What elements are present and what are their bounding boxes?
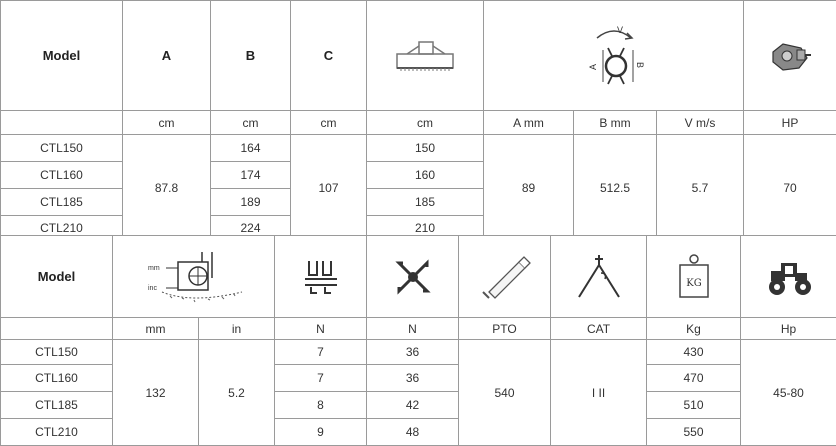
value-mm: 132 (113, 340, 199, 446)
unit-c: cm (291, 111, 367, 135)
value-width: 160 (367, 162, 484, 189)
unit-v: V m/s (657, 111, 744, 135)
unit-in: in (199, 318, 275, 340)
unit-kg: Kg (647, 318, 741, 340)
cutting-height-icon (142, 248, 246, 306)
rotor-diagram-icon (577, 24, 651, 88)
value-b: 164 (211, 135, 291, 162)
rotor-label-a: A (588, 63, 598, 69)
value-hp: 45-80 (741, 340, 836, 446)
weight-cell (647, 236, 741, 318)
unit-width: cm (367, 111, 484, 135)
unit-mm: mm (113, 318, 199, 340)
value-a: 87.8 (123, 135, 211, 241)
header-b: B (211, 1, 291, 111)
model-header: Model (1, 236, 113, 318)
value-in: 5.2 (199, 340, 275, 446)
tractor-icon (765, 257, 813, 297)
value-n-blades: 42 (367, 392, 459, 419)
model-cell: CTL185 (1, 392, 113, 419)
value-kg: 550 (647, 419, 741, 446)
rotor-label-v: V (617, 25, 623, 35)
tractor-cell (741, 236, 836, 318)
unit-b: cm (211, 111, 291, 135)
pto-shaft-icon (477, 252, 533, 302)
model-cell: CTL210 (1, 216, 123, 241)
value-n-blades: 48 (367, 419, 459, 446)
header-c: C (291, 1, 367, 111)
value-pto: 540 (459, 340, 551, 446)
value-b-mm: 512.5 (574, 135, 657, 241)
rotor-label-b: B (635, 62, 645, 68)
three-point-hitch-icon (571, 251, 627, 303)
value-width: 210 (367, 216, 484, 241)
unit-n-hammers: N (275, 318, 367, 340)
value-kg: 430 (647, 340, 741, 365)
value-b: 224 (211, 216, 291, 241)
value-width: 185 (367, 189, 484, 216)
value-n-hammers: 7 (275, 365, 367, 392)
value-c: 107 (291, 135, 367, 241)
value-kg: 510 (647, 392, 741, 419)
pto-cell (459, 236, 551, 318)
hammer-blade-icon (301, 257, 341, 297)
hammer-cell (275, 236, 367, 318)
value-cat: I II (551, 340, 647, 446)
gearbox-engine-icon (767, 38, 813, 74)
unit-a: cm (123, 111, 211, 135)
model-cell: CTL210 (1, 419, 113, 446)
value-n-hammers: 9 (275, 419, 367, 446)
value-n-hammers: 8 (275, 392, 367, 419)
unit-a-mm: A mm (484, 111, 574, 135)
unit-b-mm: B mm (574, 111, 657, 135)
y-blade-icon (393, 257, 433, 297)
value-n-blades: 36 (367, 340, 459, 365)
cut-label-inc: inc (148, 285, 157, 292)
unit-n-blades: N (367, 318, 459, 340)
unit-hp: HP (744, 111, 836, 135)
value-n-blades: 36 (367, 365, 459, 392)
unit-cat: CAT (551, 318, 647, 340)
mulcher-width-cell (367, 1, 484, 111)
kg-weight-icon (674, 251, 714, 303)
engine-cell (744, 1, 836, 111)
value-v: 5.7 (657, 135, 744, 241)
cat-cell (551, 236, 647, 318)
cut-height-cell (113, 236, 275, 318)
unit-pto: PTO (459, 318, 551, 340)
model-cell: CTL150 (1, 340, 113, 365)
value-hp: 70 (744, 135, 836, 241)
mulcher-machine-icon (393, 38, 457, 74)
value-width: 150 (367, 135, 484, 162)
model-cell: CTL150 (1, 135, 123, 162)
cut-label-mm: mm (148, 265, 160, 272)
header-a: A (123, 1, 211, 111)
model-cell: CTL160 (1, 162, 123, 189)
unit-empty (1, 111, 123, 135)
model-header: Model (1, 1, 123, 111)
kg-icon-label: KG (686, 278, 701, 289)
value-kg: 470 (647, 365, 741, 392)
unit-empty (1, 318, 113, 340)
rotor-diagram-cell (484, 1, 744, 111)
model-cell: CTL160 (1, 365, 113, 392)
unit-hp: Hp (741, 318, 836, 340)
blade-cell (367, 236, 459, 318)
value-b: 189 (211, 189, 291, 216)
value-a-mm: 89 (484, 135, 574, 241)
model-cell: CTL185 (1, 189, 123, 216)
spec-table-components (0, 235, 836, 446)
value-b: 174 (211, 162, 291, 189)
value-n-hammers: 7 (275, 340, 367, 365)
